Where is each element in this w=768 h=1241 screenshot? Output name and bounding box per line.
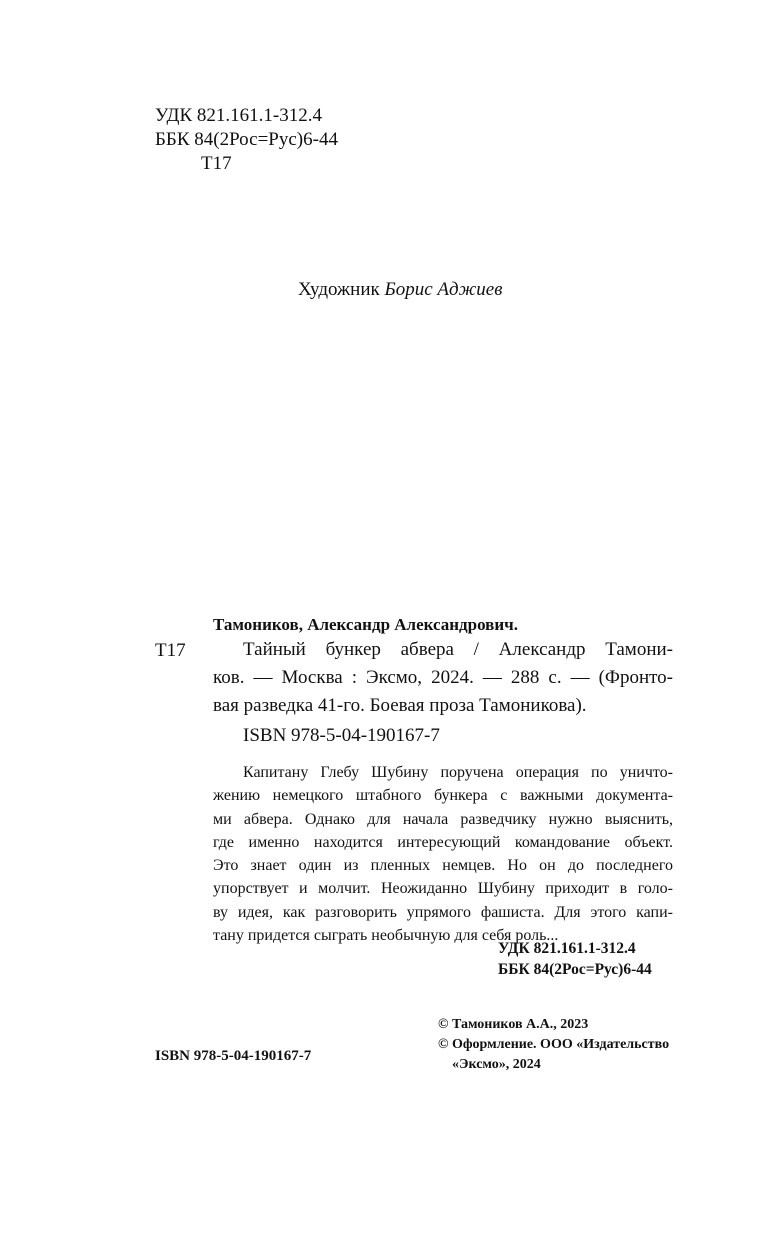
- artist-label: Художник: [298, 279, 380, 300]
- description-line: Тайный бункер абвера / Александр Тамони-: [243, 639, 673, 660]
- annotation-line: ми абвера. Однако для начала разведчику нужно выяснить,: [213, 810, 673, 828]
- annotation-line: Капитану Глебу Шубину поручена операция по уничто-: [243, 764, 673, 781]
- udk-code-bottom: УДК 821.161.1-312.4: [498, 940, 636, 957]
- bbk-code: ББК 84(2Рос=Рус)6-44: [155, 129, 338, 150]
- author-heading: Тамоников, Александр Александрович.: [213, 615, 518, 634]
- description-line: вая разведка 41-го. Боевая проза Тамоникова).: [213, 695, 587, 716]
- artist-name: Борис Аджиев: [384, 279, 503, 300]
- author-mark-side: Т17: [155, 640, 186, 661]
- bbk-code-bottom: ББК 84(2Рос=Рус)6-44: [498, 961, 652, 978]
- annotation-line: жению немецкого штабного бункера с важными документа-: [213, 787, 673, 805]
- annotation-line: тану придется сыграть необычную для себя роль...: [213, 927, 559, 945]
- annotation: [213, 761, 673, 947]
- copyright-design-continued: «Эксмо», 2024: [452, 1057, 541, 1072]
- description-line: ков. — Москва : Эксмо, 2024. — 288 с. — (Фронто-: [213, 667, 673, 688]
- isbn-bottom: ISBN 978-5-04-190167-7: [155, 1048, 312, 1064]
- udk-code: УДК 821.161.1-312.4: [155, 105, 322, 126]
- artist-credit: [298, 279, 502, 301]
- annotation-line: ву идея, как разговорить упрямого фашиста. Для этого капи-: [213, 903, 673, 921]
- copyright-design: © Оформление. ООО «Издательство: [438, 1037, 670, 1052]
- isbn-main: ISBN 978-5-04-190167-7: [243, 725, 440, 746]
- author-mark: Т17: [201, 153, 232, 174]
- annotation-line: Это знает один из пленных немцев. Но он до последнего: [213, 857, 673, 875]
- annotation-line: упорствует и молчит. Неожиданно Шубину приходит в голо-: [213, 880, 673, 898]
- copyright-author: © Тамоников А.А., 2023: [438, 1017, 589, 1032]
- annotation-line: где именно находится интересующий командование объект.: [213, 833, 673, 851]
- bibliographic-description: [213, 636, 673, 720]
